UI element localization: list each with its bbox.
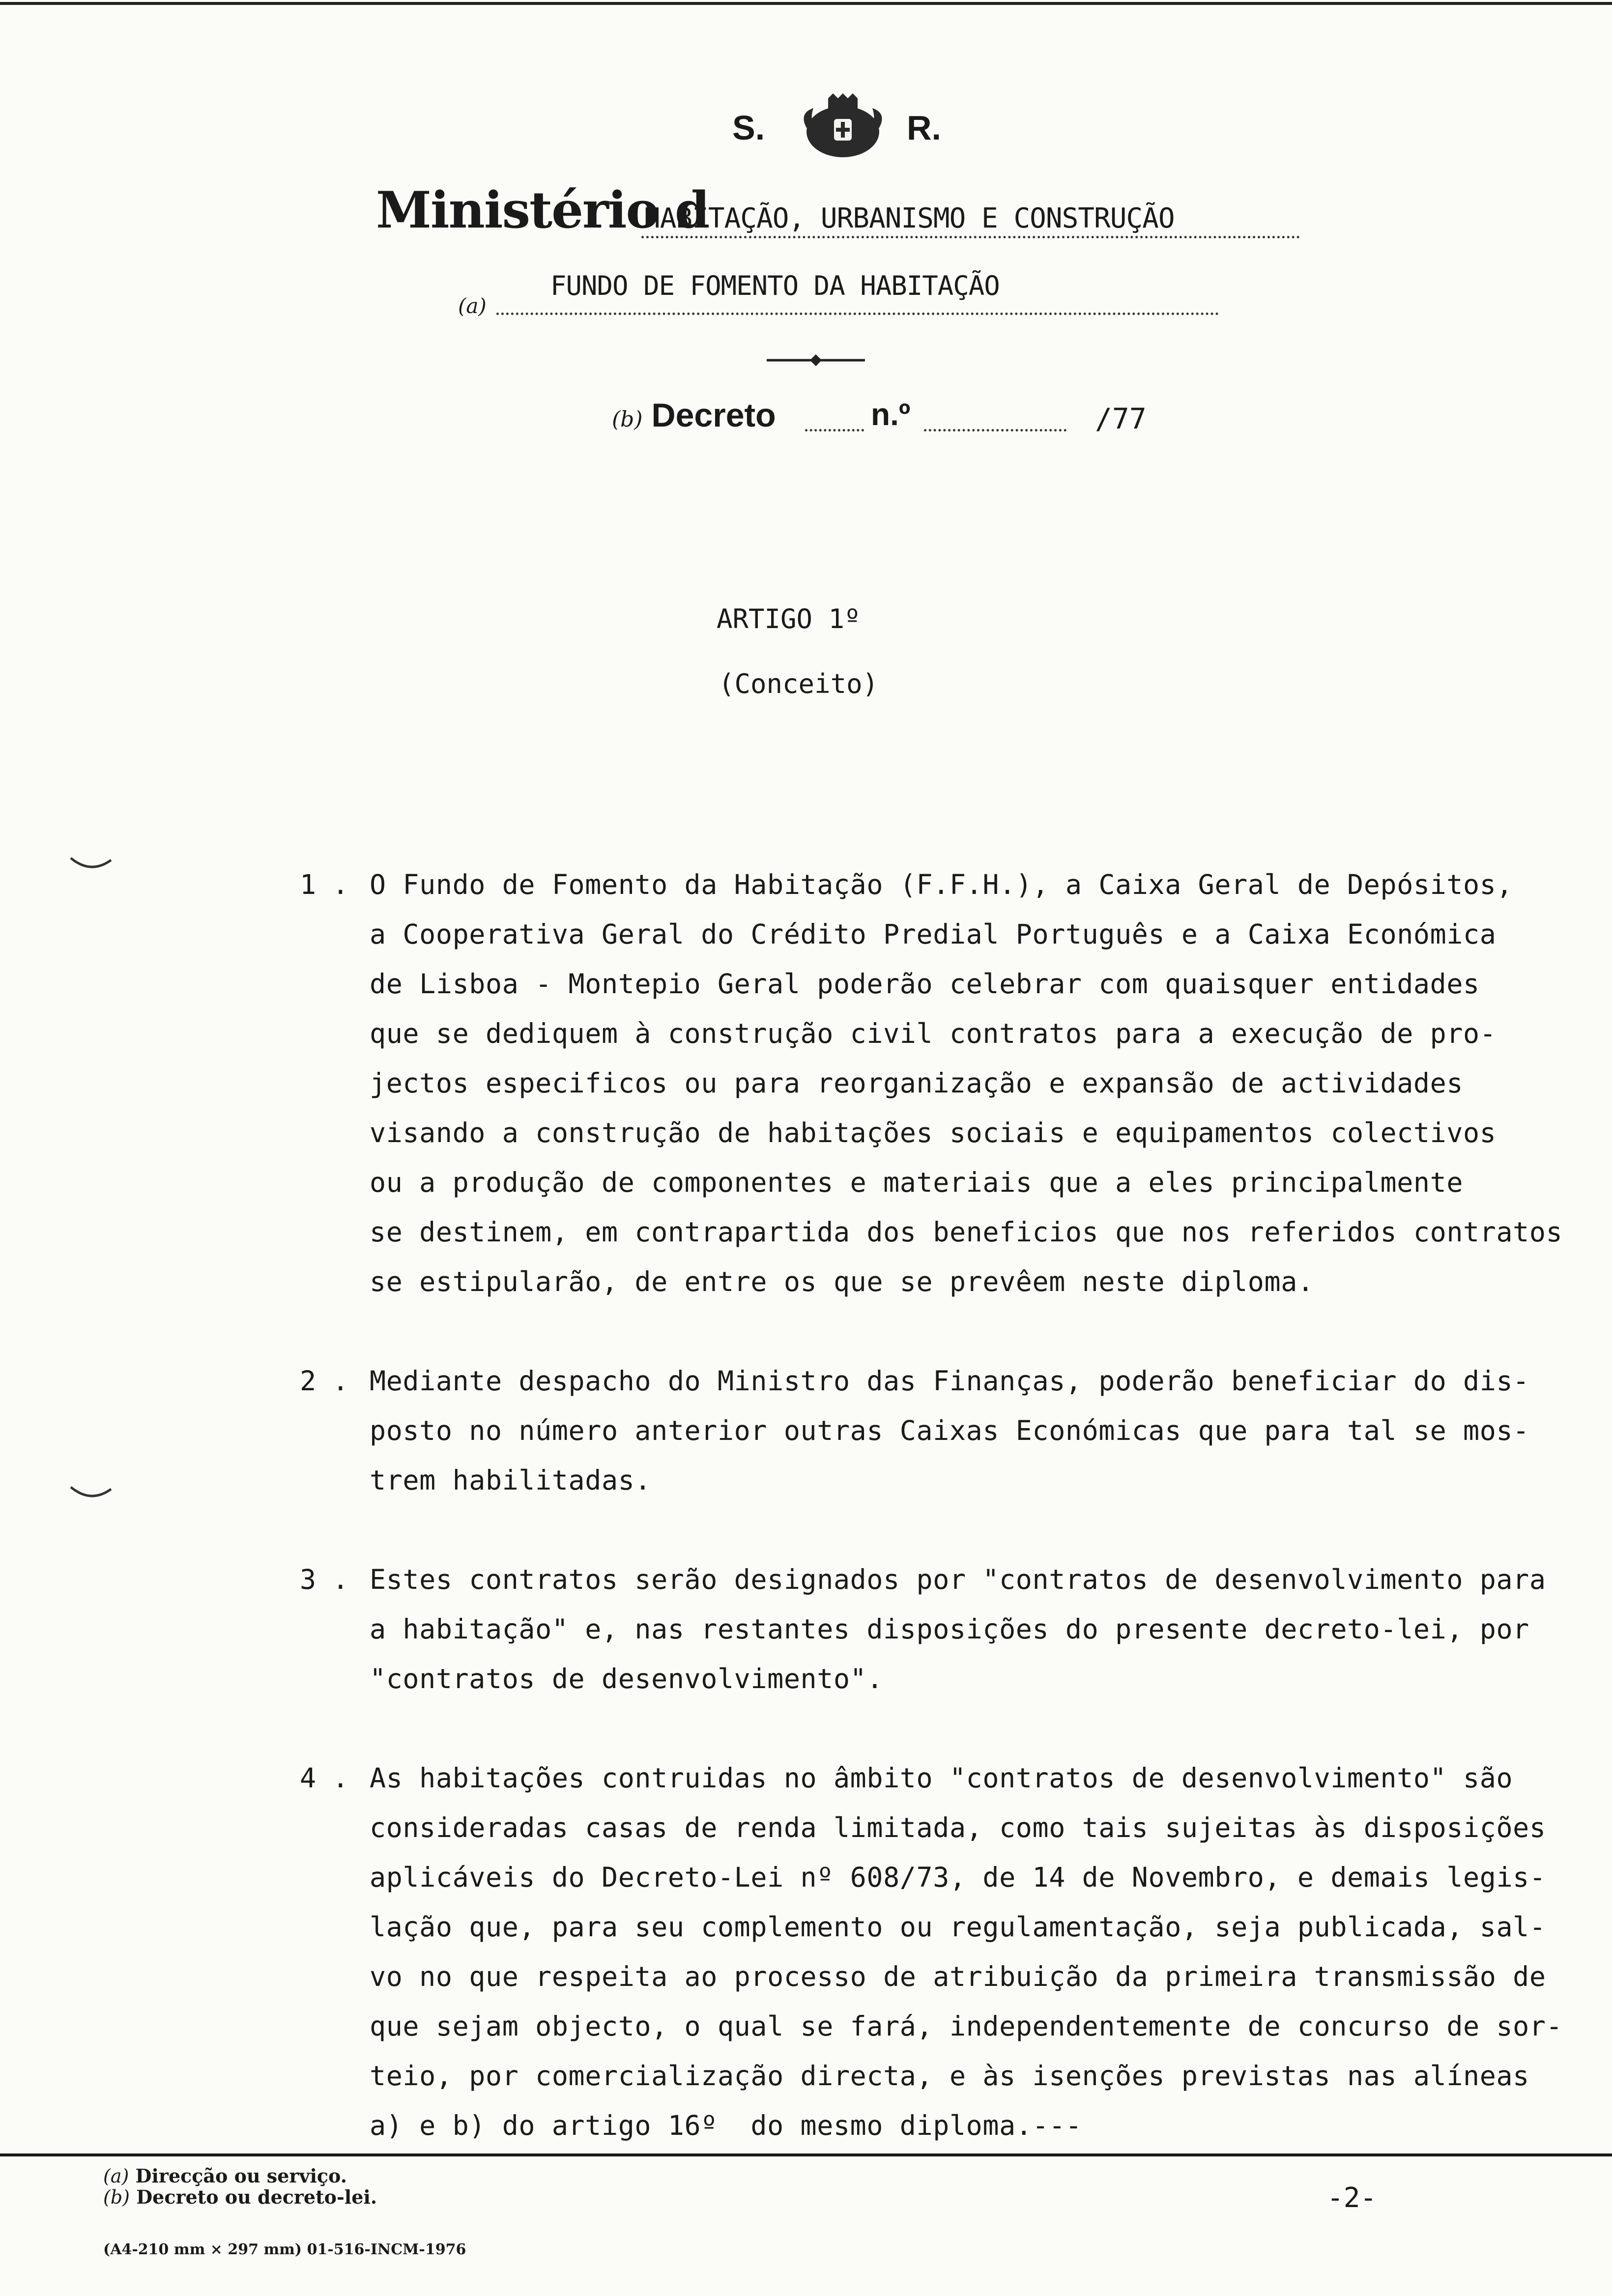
- paragraph-line: consideradas casas de renda limitada, como tais sujeitas às disposições: [370, 1812, 1546, 1843]
- paragraph-line: Estes contratos serão designados por "contratos de desenvolvimento para: [370, 1564, 1546, 1595]
- margin-mark-icon: [69, 1484, 113, 1504]
- paragraph-line: se destinem, em contrapartida dos beneficios que nos referidos contratos: [370, 1216, 1563, 1248]
- paragraph-line: que se dediquem à construção civil contratos para a execução de pro-: [370, 1018, 1497, 1049]
- decree-marker: (b): [612, 407, 643, 432]
- paragraph-line: se estipularão, de entre os que se prevêem neste diploma.: [370, 1266, 1314, 1297]
- margin-mark-icon: [69, 855, 113, 875]
- paragraph-line: posto no número anterior outras Caixas Económicas que para tal se mos-: [370, 1415, 1529, 1446]
- service-dotted-line: [496, 313, 1219, 315]
- article-title: ARTIGO 1º: [717, 603, 861, 634]
- paragraph-line: teio, por comercialização directa, e às isenções previstas nas alíneas: [370, 2060, 1529, 2092]
- top-border-rule: [0, 2, 1612, 5]
- letter-s: S.: [732, 109, 765, 147]
- paragraph-line: "contratos de desenvolvimento".: [370, 1663, 884, 1694]
- paragraph-line: jectos especificos ou para reorganização e expansão de actividades: [370, 1067, 1464, 1099]
- print-code: (A4-210 mm × 297 mm) 01-516-INCM-1976: [103, 2241, 466, 2258]
- footnote-a: [103, 2165, 347, 2187]
- paragraph-line: O Fundo de Fomento da Habitação (F.F.H.), a Caixa Geral de Depósitos,: [370, 869, 1513, 900]
- letter-r: R.: [907, 109, 941, 147]
- article-subtitle: (Conceito): [719, 668, 879, 699]
- paragraph-line: a Cooperativa Geral do Crédito Predial Português e a Caixa Económica: [370, 918, 1497, 950]
- service-value: FUNDO DE FOMENTO DA HABITAÇÃO: [550, 270, 1000, 301]
- paragraph-line: a) e b) do artigo 16º do mesmo diploma.---: [370, 2110, 1082, 2141]
- decree-type-dotted-line: [805, 429, 864, 431]
- paragraph-number: 2 .: [300, 1365, 349, 1397]
- paragraph-line: a habitação" e, nas restantes disposições do presente decreto-lei, por: [370, 1613, 1529, 1645]
- footnote-a-text: Direcção ou serviço.: [135, 2165, 347, 2187]
- paragraph-number: 4 .: [300, 1762, 349, 1794]
- bottom-border-rule: [0, 2153, 1612, 2156]
- ministry-value: HABITAÇÃO, URBANISMO E CONSTRUÇÃO: [644, 202, 1175, 234]
- paragraph-line: de Lisboa - Montepio Geral poderão celebrar com quaisquer entidades: [370, 968, 1480, 1000]
- footnote-b: [103, 2186, 377, 2208]
- letterhead-sr: [732, 93, 958, 162]
- ministry-dotted-line: [641, 236, 1300, 238]
- number-label: n.º: [871, 397, 911, 432]
- paragraph-line: visando a construção de habitações sociais e equipamentos colectivos: [370, 1117, 1497, 1148]
- ministry-label: Ministério d: [376, 181, 709, 240]
- service-marker: (a): [458, 294, 487, 318]
- page-number: -2-: [1327, 2182, 1377, 2214]
- divider-ornament-icon: [767, 353, 865, 368]
- paragraph-line: aplicáveis do Decreto-Lei nº 608/73, de 14 de Novembro, e demais legis-: [370, 1862, 1546, 1893]
- paragraph-line: lação que, para seu complemento ou regulamentação, seja publicada, sal-: [370, 1911, 1546, 1943]
- paragraph-line: vo no que respeita ao processo de atribuição da primeira transmissão de: [370, 1961, 1546, 1992]
- decree-label: Decreto: [651, 397, 776, 434]
- coat-of-arms-icon: [794, 93, 892, 162]
- paragraph-line: Mediante despacho do Ministro das Finanças, poderão beneficiar do dis-: [370, 1365, 1529, 1397]
- decree-year: /77: [1095, 402, 1147, 435]
- paragraph-number: 3 .: [300, 1564, 349, 1595]
- paragraph-number: 1 .: [300, 869, 349, 900]
- footnote-b-marker: (b): [103, 2186, 130, 2208]
- paragraph-line: que sejam objecto, o qual se fará, independentemente de concurso de sor-: [370, 2010, 1563, 2042]
- paragraph-line: trem habilitadas.: [370, 1464, 652, 1496]
- paragraph-line: ou a produção de componentes e materiais que a eles principalmente: [370, 1167, 1464, 1198]
- paragraph-line: As habitações contruidas no âmbito "contratos de desenvolvimento" são: [370, 1762, 1513, 1794]
- decree-number-dotted-line: [924, 429, 1066, 431]
- decree-line: [612, 396, 776, 434]
- footnote-a-marker: (a): [103, 2165, 129, 2187]
- footnote-b-text: Decreto ou decreto-lei.: [136, 2186, 377, 2208]
